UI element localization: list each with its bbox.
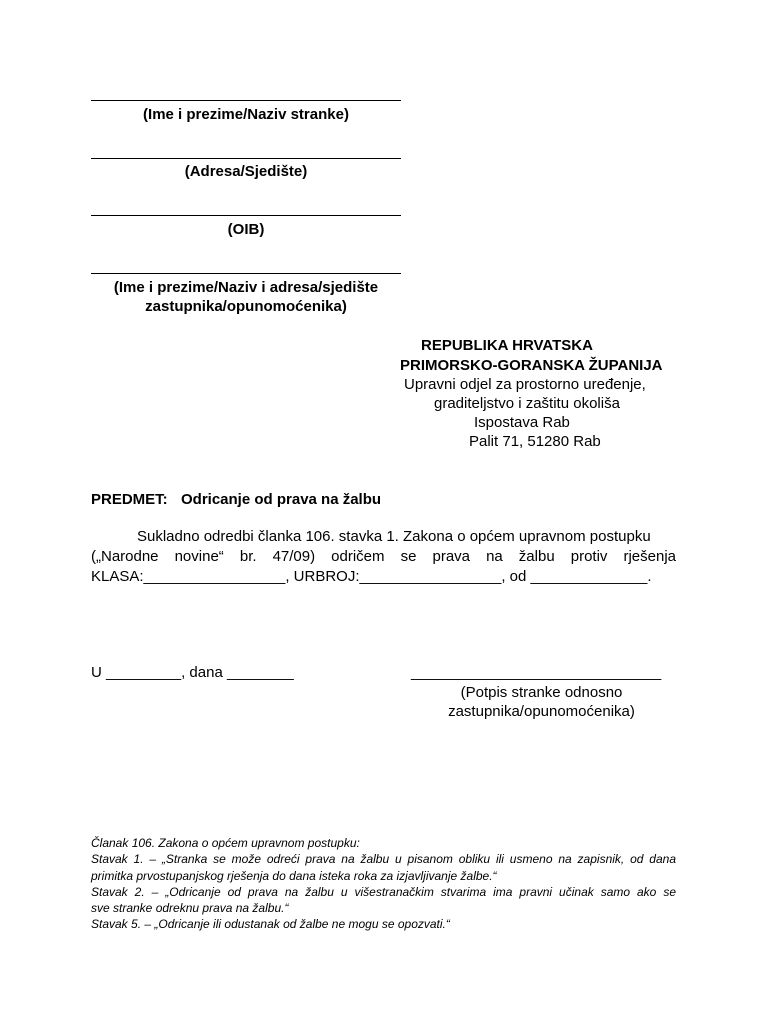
footnote-paragraph5: Stavak 5. – „Odricanje ili odustanak od žalbe ne mogu se opozvati.“ <box>91 917 450 932</box>
signature-caption-line2: zastupnika/opunomoćenika) <box>448 703 635 720</box>
footnote-paragraph2-line2: sve stranke odreknu prava na žalbu.“ <box>91 901 289 916</box>
representative-label-line2: zastupnika/opunomoćenika) <box>145 298 347 315</box>
representative-fill-line[interactable] <box>91 273 401 274</box>
body-line1 <box>91 527 676 547</box>
name-label: (Ime i prezime/Naziv stranke) <box>143 106 349 123</box>
representative-label-line1: (Ime i prezime/Naziv i adresa/sjedište <box>113 279 379 296</box>
recipient-office: Ispostava Rab <box>474 414 570 431</box>
body-line2 <box>91 547 676 567</box>
footnote-title: Članak 106. Zakona o općem upravnom postupku: <box>91 836 360 850</box>
name-fill-line[interactable] <box>91 100 401 101</box>
recipient-republic: REPUBLIKA HRVATSKA <box>421 337 593 354</box>
signature-caption-line1: (Potpis stranke odnosno <box>460 684 623 701</box>
body-line2-text: („Narodne novine“ br. 47/09) odričem se prava na žalbu protiv rješenja <box>91 548 676 565</box>
subject-label: PREDMET: <box>91 491 168 508</box>
footnote-paragraph2-line1: Stavak 2. – „Odricanje od prava na žalbu u višestranačkim stvarima ima pravni učinak samo ako se <box>91 884 676 899</box>
signature-line[interactable]: ______________________________ <box>411 664 662 681</box>
address-label: (Adresa/Sjedište) <box>184 163 308 180</box>
footnote-paragraph1-line1: Stavak 1. – „Stranka se može odreći prava na žalbu u pisanom obliku ili usmeno na zapisnik, od dana <box>91 852 676 867</box>
footnote <box>91 835 676 933</box>
subject-text: Odricanje od prava na žalbu <box>181 491 382 508</box>
body-line1-text: Sukladno odredbi članka 106. stavka 1. Zakona o općem upravnom postupku <box>137 528 651 545</box>
recipient-county: PRIMORSKO-GORANSKA ŽUPANIJA <box>400 357 663 374</box>
address-fill-line[interactable] <box>91 158 401 159</box>
oib-fill-line[interactable] <box>91 215 401 216</box>
oib-label: (OIB) <box>227 221 265 238</box>
body-line3-with-blanks[interactable] <box>91 567 676 587</box>
recipient-address: Palit 71, 51280 Rab <box>469 433 601 450</box>
recipient-department-line1: Upravni odjel za prostorno uređenje, <box>404 376 646 393</box>
recipient-department-line2: graditeljstvo i zaštitu okoliša <box>434 395 620 412</box>
body-line3-text: KLASA:_________________, URBROJ:_________________, od ______________. <box>91 568 652 585</box>
place-date-blanks[interactable]: U _________, dana ________ <box>91 664 294 681</box>
footnote-paragraph1-line2: primitka prvostupanjskog rješenja do dana isteka roka za izjavljivanje žalbe.“ <box>91 868 497 883</box>
